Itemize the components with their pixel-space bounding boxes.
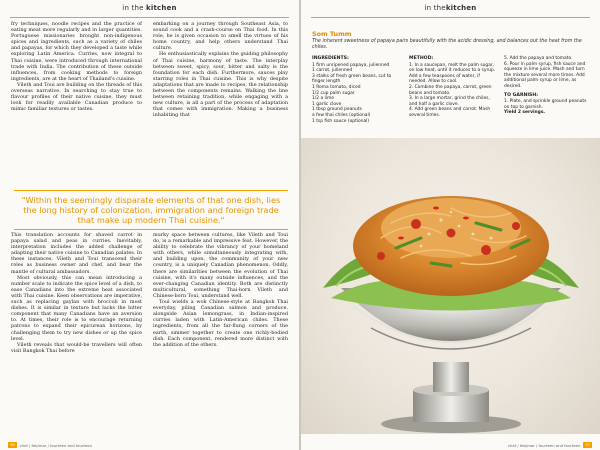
paragraph: murky space between cultures, like Vileth and Toui do, is a remarkable and impressive feat. However, the ability to celebrate the vibrancy of your homeland with others, while simultaneously integrating with, and building upon, the community of your new country, is a uniquely Canadian phenomenon. Oddly, there are similarities between the evolution of Thai cuisine, with it's many outside influences, and the ever-changing Canadian identity. Both are distinctly multicultural, something Thai-born Vileth and Chinese-born Toui, understand well. [153,232,288,299]
page-number: 37 [585,443,590,447]
method-step: 5. Add the papaya and tomato. [504,56,573,61]
garnish-step: 1. Plate, and sprinkle ground peanuts on top to garnish. [504,99,587,110]
ingredient-item: 1/2 cup palm sugar [312,90,355,96]
garnish-title: TO GARNISH: [504,92,539,98]
paragraph: Vileth and Toui are building on the threads of this overseas narrative. In searching to stay true to flavour profiles of their native cuisine, they must look for readily available Canadian produce to mimic familiar textures or tastes. [11,81,142,113]
right-page [301,0,600,450]
ingredient-item: 1 Roma tomato, diced [312,84,361,90]
header-bold: kitchen [146,4,177,12]
paragraph: Vileth reveals that would-be travellers will often visit Bangkok Thai before [11,341,142,354]
ingredient-item: 1 garlic clove [312,101,342,107]
left-col2-top [153,21,288,119]
ingredients-list [312,56,402,124]
right-footer [508,442,592,448]
ingredient-item: 1 firm unripened papaya, julienned [312,62,390,68]
ingredient-item: a few thai chiles (optional) [312,112,371,118]
header-prefix: in the [424,4,446,12]
footer-text: chef / feb/mar / fourteen and fourteen [507,442,581,448]
papaya-salad-photo [301,138,600,434]
method-title: METHOD: [409,56,434,61]
left-footer [8,442,92,448]
yield-text: Yield 2 servings. [504,110,546,116]
paragraph: Toui wields a wok Chinese-style at Bangkok Thai everyday, piling Canadian salmon and produce, alongside Asian lemongrass, in Indian-inspired curries laden with Latin-American chiles. These ingredients, from all the far-flung corners of the earth, simmer together to create one richly-bodied dish. Each component, rendered more distinct with the addition of the others. [153,299,288,348]
method-step: 3. In a large mortar, grind the chiles, and half a garlic clove. [409,96,490,107]
ingredient-item: 1 tsp fish sauce (optional) [312,118,370,124]
paragraph: fry techniques, noodle recipes and the practice of eating meat more regularly and in larger quantities. Portuguese missionaries brought non-indigenous spices and ingredients, such as a variety of chiles and papayas, for which they developed a taste while exploring Latin America. Curries, now integral to Thai cuisine, were introduced through international trade with India. The contribution of these outside influences, from cooking methods to foreign ingredients, are at the heart of Thailand's cuisine. [11,21,142,82]
method-step: 1. In a saucepan, melt the palm sugar, on low heat, until it reduces to a syrup. Add a few teaspoons of water, if needed. Allow to cool. [409,62,496,85]
ingredient-item: 1 carrot, julienned [312,68,353,74]
paragraph: Most obviously, this can mean introducing a number scale to indicate the spice level of a dish, to ease Canadians into the extreme heat associated with Thai cuisine. Keen observations are imperative, such as replacing gaylan with broccoli in most dishes. It is similar in texture but lacks the bitter component that many Canadians have an aversion to. At times, their role is to encourage returning patrons to expand their epicurean horizons, by challenging them to try new dishes or up the spice level. [11,274,142,342]
method-continued [504,56,592,116]
header-rule [311,17,590,18]
left-col2-bottom [153,232,288,348]
paragraph: embarking on a journey through Southeast Asia, to sound cook and a crash-course on Thai food. In this role, he is given occasion to smell the virtues of his home country, and help others understand Thai culture. [153,21,288,52]
method-step: 2. Combine the papaya, carrot, green beans and tomato. [409,84,492,96]
pull-quote: "Within the seemingly disparate elements of that one dish, lies the long history of colonization, immigration and foreign trade that make up modern Thai cuisine." [14,190,288,230]
method-step: 6. Pour in palm syrup, fish sauce and squeeze in lime juice. Mash and turn the mixture several more times. Add additional palm syrup or lime, as desired. [504,61,586,89]
ingredients-title: INGREDIENTS: [312,56,349,61]
recipe-title: Som Tumm [312,30,352,38]
paragraph: He enthusiastically explains the guiding philosophy of Thai cuisine, harmony of taste. The interplay between sweet, spicy, sour, bitter and salty is the foundation for each dish. Furthermore, sauces play starring roles in Thai cuisine. This is why despite adaptations that are made to recipes, the relationship between the components remains. Walking the line between retaining tradition, while engaging with a new culture, is all a part of the process of adaptation that comes with immigration. Making a business inhabiting that [153,51,288,119]
method-list [409,56,497,119]
paragraph: This translation accounts for shaved carrot in papaya salad and peas in curries. Inevitably, interpretation includes the added challenge of adapting their native cuisine to Canadian palates. In these instances, Vileth and Toui transcend their roles as business owner and chef, and bear the mantle of cultural ambassadors. [11,232,142,275]
left-col1-top [11,21,142,112]
recipe-subtitle: The inherent sweetness of papaya pairs beautifully with the acidic dressing, and balances out the heat from the chiles. [312,39,582,50]
method-step: 4. Add green beans and carrot. Mash several times. [409,107,491,118]
ingredient-item: 1/2 a lime [312,96,334,102]
left-col1-bottom [11,232,142,354]
header-prefix: in the [122,4,144,12]
left-page-header [0,4,299,12]
footer-text: chef / feb/mar / fourteen and fourteen [19,442,93,448]
page-number: 36 [10,443,15,447]
ingredient-item: 1 tbsp ground peanuts [312,107,362,113]
right-page-header [301,4,600,12]
header-bold: kitchen [445,4,477,12]
salad-illustration [301,138,600,434]
header-rule [10,17,289,18]
ingredient-item: 3 stalks of fresh green beans, cut to finger length [312,73,392,85]
left-page [0,0,299,450]
